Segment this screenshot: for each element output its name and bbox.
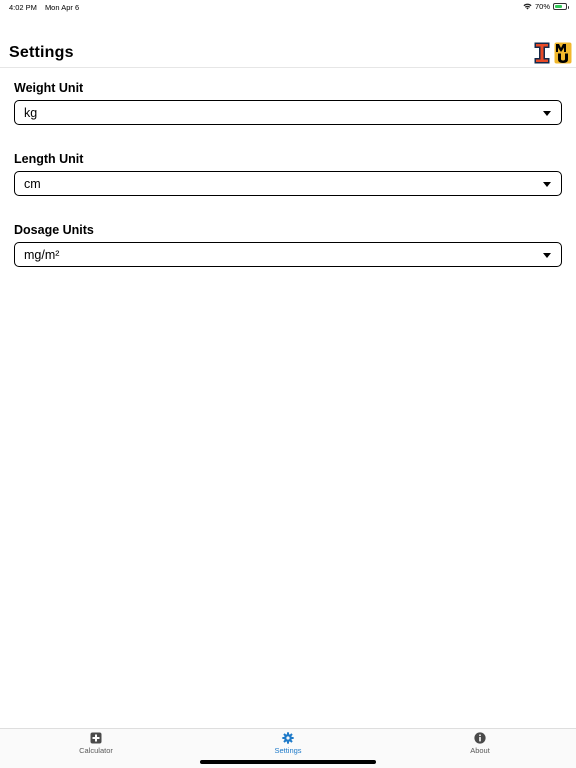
dosage-units-value: mg/m² [24,247,60,262]
wifi-icon [523,3,532,10]
dosage-units-label: Dosage Units [14,223,94,237]
settings-form [14,80,562,293]
tab-settings-label: Settings [274,746,302,755]
navigation-header [0,36,576,68]
tab-calculator[interactable] [0,731,192,759]
page-title: Settings [9,44,74,61]
mizzou-mu-logo [554,42,572,64]
weight-unit-label: Weight Unit [14,81,84,95]
length-unit-value: cm [24,176,41,191]
length-unit-field [14,151,562,222]
status-bar [0,0,576,16]
logos [534,42,572,64]
battery-fill [555,5,562,8]
status-right [523,2,567,11]
home-indicator [200,760,376,764]
tab-calculator-label: Calculator [79,746,113,755]
chevron-down-icon [543,111,551,116]
status-left [9,3,79,12]
tab-about[interactable] [384,731,576,759]
length-unit-select[interactable] [14,171,562,196]
battery-percent: 70% [534,2,550,11]
tab-about-label: About [470,746,490,755]
info-circle-icon [474,732,486,744]
status-date: Mon Apr 6 [44,3,80,12]
tab-settings[interactable] [192,731,384,759]
status-time: 4:02 PM [9,3,37,12]
illinois-block-i-logo [534,42,550,64]
dosage-units-field [14,222,562,293]
weight-unit-value: kg [24,105,38,120]
dosage-units-select[interactable] [14,242,562,267]
chevron-down-icon [543,182,551,187]
weight-unit-field [14,80,562,151]
plus-square-icon [90,732,102,744]
length-unit-label: Length Unit [14,152,84,166]
chevron-down-icon [543,253,551,258]
weight-unit-select[interactable] [14,100,562,125]
gear-icon [282,732,294,744]
battery-icon [553,3,567,10]
